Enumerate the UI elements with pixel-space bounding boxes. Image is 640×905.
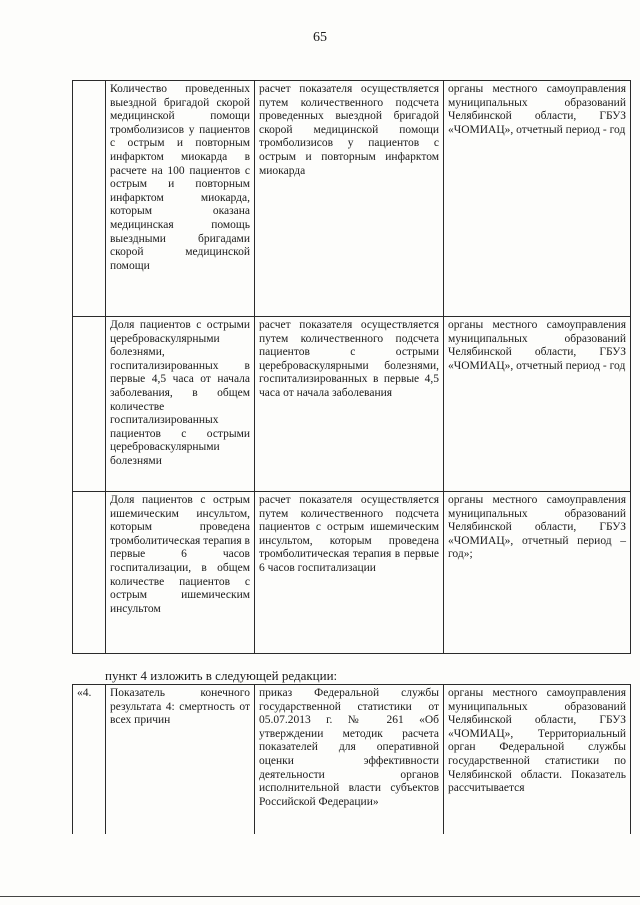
method-cell: расчет показателя осуществляется путем количественного подсчета пациентов с острыми цереброваскулярными болезнями, госпитализированных в первые 4,5 часа от начала заболевания bbox=[255, 317, 444, 492]
row-number-cell bbox=[73, 317, 106, 492]
source-cell: органы местного самоуправления муниципальных образований Челябинской области, ГБУЗ «ЧОМИАЦ», отчетный период – год»; bbox=[444, 492, 631, 654]
row-number-cell: «4. bbox=[73, 685, 106, 835]
method-cell: расчет показателя осуществляется путем количественного подсчета проведенных выездной бригадой скорой медицинской помощи тромболизисов у пациентов с острым и повторным инфарктом миокарда bbox=[255, 81, 444, 317]
page-number: 65 bbox=[313, 30, 327, 45]
indicator-cell: Количество проведенных выездной бригадой скорой медицинской помощи тромболизисов у пациентов с острым и повторным инфарктом миокарда в расчете на 100 пациентов с острым и повторным инфарктом миокарда, которым оказана медицинская помощь выездными бригадами скорой медицинской помощи bbox=[106, 81, 255, 317]
row-number-cell bbox=[73, 492, 106, 654]
indicators-table bbox=[72, 80, 631, 654]
table-row bbox=[73, 81, 631, 317]
method-cell: приказ Федеральной службы государственной статистики от 05.07.2013 г. № 261 «Об утверждении методик расчета показателей для оперативной оценки эффективности деятельности органов исполнительной власти субъектов Российской Федерации» bbox=[255, 685, 444, 835]
amendment-instruction: пункт 4 изложить в следующей редакции: bbox=[105, 668, 338, 683]
source-cell: органы местного самоуправления муниципальных образований Челябинской области, ГБУЗ «ЧОМИАЦ», Территориальный орган Федеральной службы государственной статистики по Челябинской области. Показатель рассчитывается bbox=[444, 685, 631, 835]
source-cell: органы местного самоуправления муниципальных образований Челябинской области, ГБУЗ «ЧОМИАЦ», отчетный период - год bbox=[444, 81, 631, 317]
indicator-cell: Показатель конечного результата 4: смертность от всех причин bbox=[106, 685, 255, 835]
row-number-cell bbox=[73, 81, 106, 317]
table-row bbox=[73, 492, 631, 654]
amended-indicator-table bbox=[72, 684, 631, 834]
table-row bbox=[73, 317, 631, 492]
method-cell: расчет показателя осуществляется путем количественного подсчета пациентов с острым ишемическим инсультом, которым проведена тромболитическая терапия в первые 6 часов госпитализации bbox=[255, 492, 444, 654]
indicator-cell: Доля пациентов с острым ишемическим инсультом, которым проведена тромболитическая терапия в первые 6 часов госпитализации, в общем количестве пациентов с острым ишемическим инсультом bbox=[106, 492, 255, 654]
page-bottom-rule bbox=[0, 896, 640, 897]
indicator-cell: Доля пациентов с острыми цереброваскулярными болезнями, госпитализированных в первые 4,5 часа от начала заболевания, в общем количестве госпитализированных пациентов с острыми цереброваскулярными болезнями bbox=[106, 317, 255, 492]
table-row bbox=[73, 685, 631, 835]
source-cell: органы местного самоуправления муниципальных образований Челябинской области, ГБУЗ «ЧОМИАЦ», отчетный период - год bbox=[444, 317, 631, 492]
